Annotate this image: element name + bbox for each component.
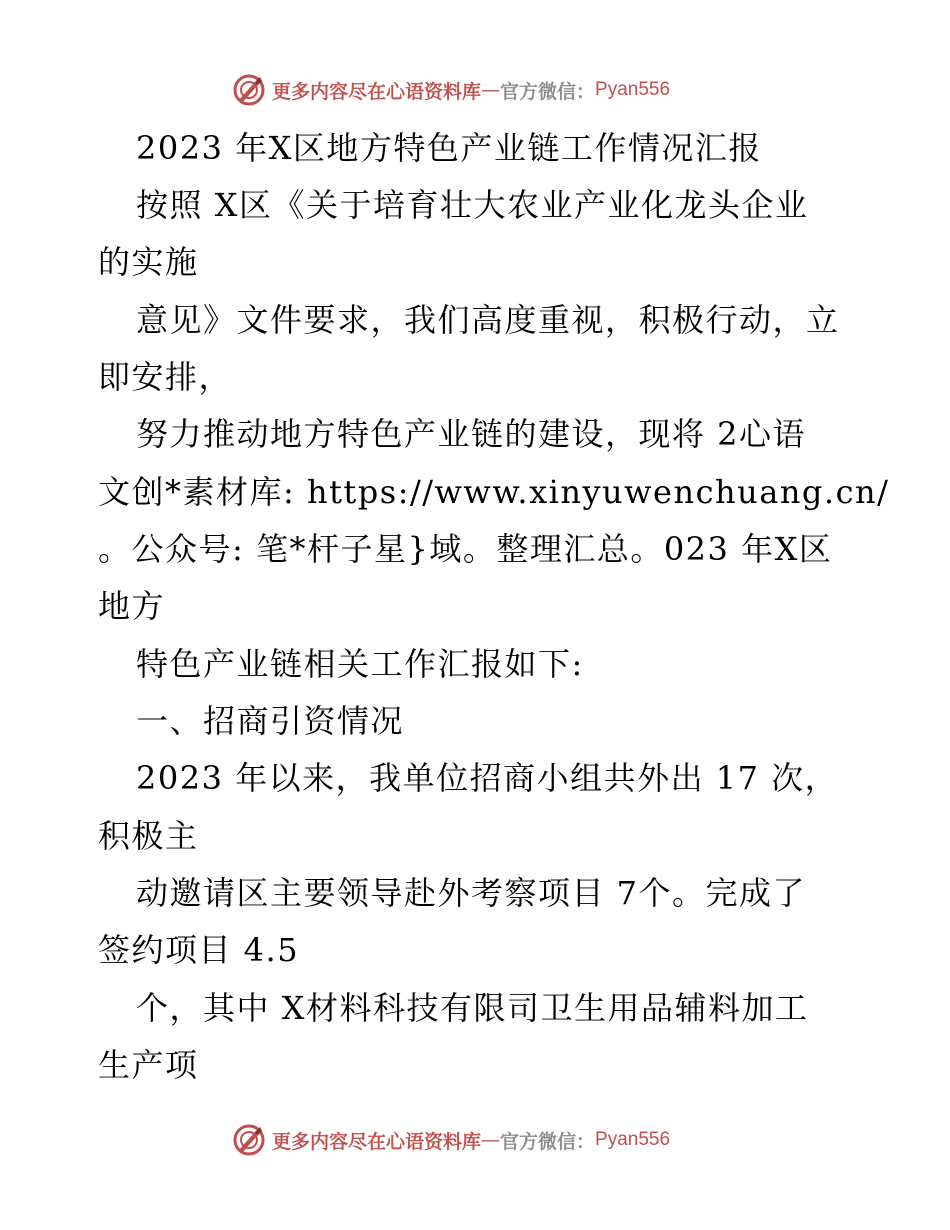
banner-wechat-label: 官方微信： [500, 80, 596, 103]
paragraph-line: 个，其中 X材料科技有限司卫生用品辅料加工 [136, 989, 809, 1027]
banner-slogan: 更多内容尽在心语资料库 [272, 1130, 482, 1153]
footer-banner [232, 1122, 732, 1158]
paragraph-line: 生产项 [98, 1046, 199, 1084]
paragraph-line: 。公众号: 笔*杆子星}域。整理汇总。023 年X区 [98, 530, 833, 568]
banner-slogan: 更多内容尽在心语资料库 [272, 80, 482, 103]
paragraph-line: 按照 X区《关于培育壮大农业产业化龙头企业 [136, 186, 809, 224]
paragraph-line: 文创*素材库: https://www.xinyuwenchuang.cn/ [98, 473, 890, 511]
paragraph-line: 特色产业链相关工作汇报如下: [136, 645, 584, 683]
paragraph-line: 2023 年以来，我单位招商小组共外出 17 次， [136, 759, 839, 797]
banner-wechat-label: 官方微信： [500, 1130, 596, 1153]
paragraph-line: 即安排， [98, 358, 233, 396]
banner-wechat-id: Pyan556 [595, 1129, 671, 1150]
banner-wechat-id: Pyan556 [595, 79, 671, 100]
paragraph-line: 签约项目 4.5 [98, 931, 300, 969]
paragraph-line: 动邀请区主要领导赴外考察项目 7个。完成了 [136, 874, 807, 912]
paragraph-line: 积极主 [98, 817, 199, 855]
document-title: 2023 年X区地方特色产业链工作情况汇报 [136, 129, 762, 167]
pen-logo-icon [232, 1123, 266, 1157]
header-banner [232, 72, 732, 108]
banner-dash: — [481, 1129, 501, 1151]
banner-dash: — [481, 79, 501, 101]
section-heading: 一、招商引资情况 [136, 702, 405, 740]
paragraph-line: 地方 [98, 587, 166, 625]
paragraph-line: 努力推动地方特色产业链的建设，现将 2心语 [136, 415, 807, 453]
paragraph-line: 意见》文件要求，我们高度重视，积极行动，立 [136, 301, 840, 339]
paragraph-line: 的实施 [98, 243, 199, 281]
pen-logo-icon [232, 73, 266, 107]
